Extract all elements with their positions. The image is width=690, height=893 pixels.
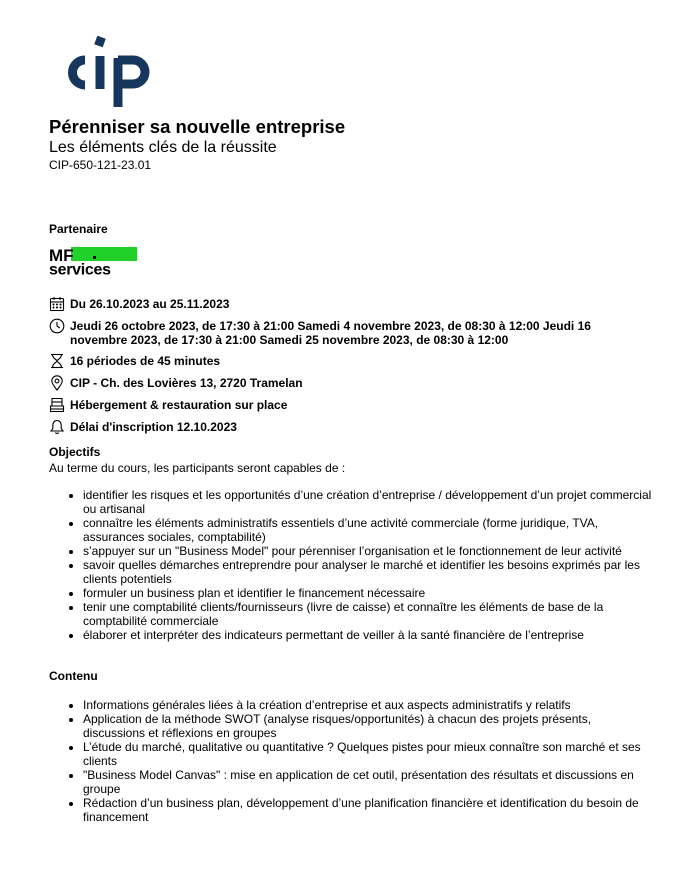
dates-text: Du 26.10.2023 au 25.11.2023 [70, 297, 230, 311]
calendar-icon [49, 296, 65, 312]
course-info [49, 296, 649, 441]
content-item: • Informations générales liées à la création d’entreprise et aux aspects administratifs y relatifs [83, 698, 653, 712]
lodging-icon [49, 397, 65, 413]
clock-icon [49, 318, 65, 334]
deadline-text: Délai d'inscription 12.10.2023 [70, 420, 237, 434]
objective-item: • s’appuyer sur un "Business Model" pour pérenniser l’organisation et le fonctionnement de leur activité [83, 544, 653, 558]
info-lodging [49, 397, 649, 413]
info-periods [49, 353, 649, 369]
content-title: Contenu [49, 669, 98, 683]
cip-logo [55, 36, 151, 108]
info-deadline [49, 419, 649, 435]
info-dates [49, 296, 649, 312]
info-location [49, 375, 649, 391]
schedule-text: Jeudi 26 octobre 2023, de 17:30 à 21:00 Samedi 4 novembre 2023, de 08:30 à 12:00 Jeudi 16 novembre 2023, de 17:30 à 21:00 Samedi 25 novembre 2023, de 08:30 à 12:00 [70, 319, 591, 347]
content-list [49, 698, 653, 824]
hourglass-icon [49, 353, 65, 369]
objective-item: • tenir une comptabilité clients/fournisseurs (livre de caisse) et connaître les éléments de base de la comptabilité commerciale [83, 600, 653, 628]
location-pin-icon [49, 375, 65, 391]
location-text: CIP - Ch. des Lovières 13, 2720 Tramelan [70, 376, 303, 390]
objectives-intro: Au terme du cours, les participants seront capables de : [49, 461, 346, 475]
mf-services-logo [49, 246, 137, 276]
partner-label: Partenaire [49, 222, 108, 236]
objective-item: • connaître les éléments administratifs essentiels d’une activité commerciale (forme juridique, TVA, assurances sociales, comptabilité) [83, 516, 653, 544]
svg-text:services: services [49, 261, 111, 276]
course-title: Pérenniser sa nouvelle entreprise [49, 116, 346, 137]
info-schedule [49, 318, 649, 347]
course-code: CIP-650-121-23.01 [49, 158, 152, 172]
content-item: • Rédaction d’un business plan, développement d’une planification financière et identification du besoin de financement [83, 796, 653, 824]
content-item: • "Business Model Canvas" : mise en application de cet outil, présentation des résultats et discussions en groupe [83, 768, 653, 796]
periods-text: 16 périodes de 45 minutes [70, 354, 221, 368]
objective-item: • formuler un business plan et identifier le financement nécessaire [83, 586, 653, 600]
svg-text:MF: MF [49, 246, 74, 265]
course-subtitle: Les éléments clés de la réussite [49, 139, 277, 156]
objective-item: • élaborer et interpréter des indicateurs permettant de veiller à la santé financière de l’entreprise [83, 628, 653, 642]
content-item: • L’étude du marché, qualitative ou quantitative ? Quelques pistes pour mieux connaître son marché et ses clients [83, 740, 653, 768]
content-item: • Application de la méthode SWOT (analyse risques/opportunités) à chacun des projets présents, discussions et réflexions en groupes [83, 712, 653, 740]
objectives-list [49, 488, 653, 642]
objective-item: • identifier les risques et les opportunités d’une création d’entreprise / développement d’un projet commercial ou artisanal [83, 488, 653, 516]
lodging-text: Hébergement & restauration sur place [70, 398, 288, 412]
objectives-title: Objectifs [49, 445, 101, 459]
bell-icon [49, 419, 65, 435]
objective-item: • savoir quelles démarches entreprendre pour analyser le marché et identifier les besoins exprimés par les clients potentiels [83, 558, 653, 586]
